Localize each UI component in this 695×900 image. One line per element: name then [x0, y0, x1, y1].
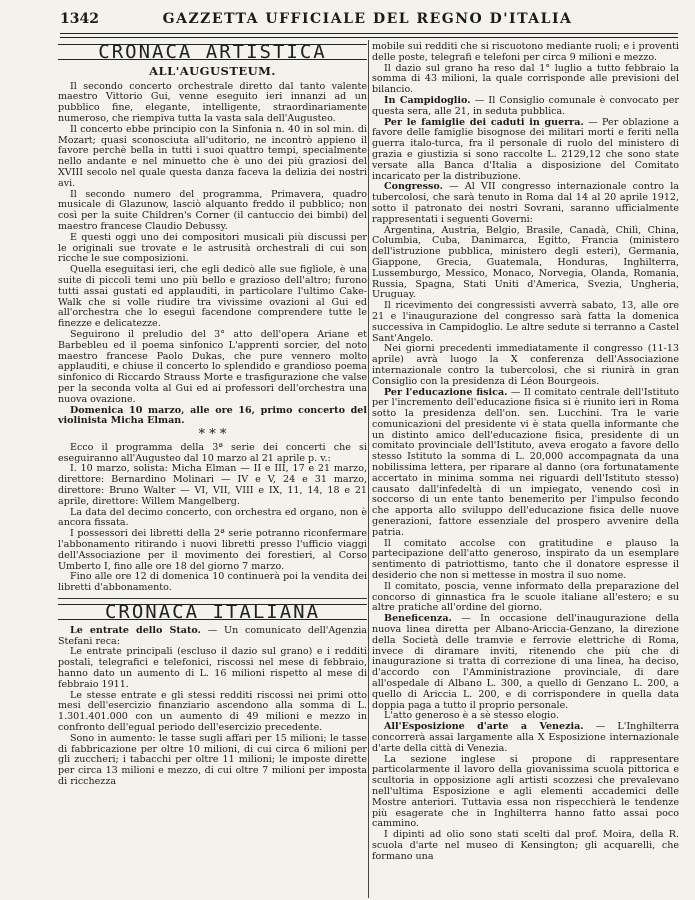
paragraph: Le entrate principali (escluso il dazio sul grano) e i redditi postali, telegrafici e telefonici, riscossi nel mese di febbraio, hanno dato un aumento di L. 16 milioni rispetto al mese di febbraio 1911.	[58, 646, 367, 690]
paragraph: Quella eseguitasi ieri, che egli dedicò alle sue figliole, è una suite di piccoli temi uno più bello e grazioso dell'altro; furono tutti assai gustati ed applauditi, in particolare l'ultimo Cake-Walk che si volle riudire tra vivissime ovazioni al Gui ed all'orchestra che lo eseguì facendone comprendere tutte le finezze e delicatezze.	[58, 264, 367, 330]
paragraph: Il concerto ebbe principio con la Sinfonia n. 40 in sol min. di Mozart; quasi sconosciuta all'uditorio, ne incontrò appieno il favore perchè bella in tutti i suoi quattro tempi, specialmente nello andante e nel minuetto che è uno dei più graziosi del XVIII secolo nel quale questa danza faceva la delizia dei nostri avi.	[58, 123, 367, 189]
paragraph: La sezione inglese si propone di rappresentare particolarmente il lavoro della giovanissima scuola pittorica e scultoria in opposizione agli artisti scozzesi che prevalevano nell'ultima Esposizione e agli elementi accademici delle Mostre anteriori. Tuttavia essa non rispecchierà le tendenze più esagerate che in Inghilterra hanno fatto assai poco cammino.	[372, 753, 679, 830]
article-lead-esposizione: All'Esposizione d'arte a Venezia.	[384, 721, 584, 733]
paragraph: Sono in aumento: le tasse sugli affari per 15 milioni; le tasse di fabbricazione per oltre 10 milioni, di cui circa 6 milioni per gli zuccheri; i tabacchi per oltre 11 milioni; le imposte dirette per circa 13 milioni e mezzo, di cui oltre 7 milioni per imposta di ricchezza	[58, 732, 367, 787]
article-lead-famiglie: Per le famiglie dei caduti in guerra.	[384, 116, 584, 128]
paragraph-announcement: Domenica 10 marzo, alle ore 16, primo concerto del violinista Micha Elman.	[58, 404, 367, 427]
article-lead-campidoglio: In Campidoglio.	[384, 94, 471, 106]
paragraph: I dipinti ad olio sono stati scelti dal prof. Moira, della R. scuola d'arte nel museo di Kensington; gli acquarelli, che formano una	[372, 829, 679, 862]
article-text: — In occasione dell'inaugurazione della nuova linea diretta per Albano-Ariccia-Genzano, la direzione della Società delle tramvie e ferrovie elettriche di Roma, invece di diramare inviti, ritenendo che più che di inaugurazione si tratta di correzione di una linea, ha deciso, d'accordo con l'Amministrazione provinciale, di dare all'ospedale di Albano L. 300, a quello di Genzano L. 200, a quello di Ariccia L. 200, e di corrispondere in quella data doppia paga a tutto il proprio personale.	[372, 613, 679, 711]
article-text: — L'Inghilterra concorrerà assai largamente alla X Esposizione internazionale d'arte della città di Venezia.	[372, 721, 679, 754]
article-lead-educazione: Per l'educazione fisica.	[384, 386, 508, 398]
page-header	[60, 8, 675, 32]
header-rule-thin	[60, 37, 678, 38]
paragraph: E questi oggi uno dei compositori musicali più discussi per le originali sue trovate e le astrusità orchestrali di cui son ricche le sue composizioni.	[58, 231, 367, 265]
paragraph: I possessori dei libretti della 2ª serie potranno riconfermare l'abbonamento ritirando i nuovi libretti presso l'ufficio viaggi dell'Associazione per il movimento dei forestieri, al Corso Umberto I, fino alle ore 18 del giorno 7 marzo.	[58, 528, 367, 572]
paragraph: Nei giorni precedenti immediatamente il congresso (11-13 aprile) avrà luogo la X conferenza dell'Associazione internazionale contro la tubercolosi, che si riunirà in gran Consiglio con la presidenza di Léon Bourgeois.	[372, 343, 679, 387]
paragraph: Seguirono il preludio del 3° atto dell'opera Ariane et Barbebleu ed il poema sinfonico L'apprenti sorcier, del noto maestro francese Paolo Dukas, che pure vennero molto applauditi, e chiuse il concerto lo splendido e grandioso poema sinfonico di Riccardo Strauss Morte e trasfigurazione che valse per la seconda volta al Gui ed ai professori dell'orchestra una nuova ovazione.	[58, 328, 367, 405]
paragraph: Il comitato, poscia, venne informato della preparazione del concorso di ginnastica fra le scuole italiane all'estero; e su altre pratiche all'ordine del giorno.	[372, 580, 679, 614]
paragraph: Le stesse entrate e gli stessi redditi riscossi nei primi otto mesi dell'esercizio finanziario ascendono alla somma di L. 1.301.401.000 con un aumento di 49 milioni e mezzo in confronto dell'egual periodo dell'esercizio precedente.	[58, 689, 367, 734]
section-title-cronaca-italiana: CRONACA ITALIANA	[58, 604, 367, 620]
article-text: — Il comitato centrale dell'Istituto per l'incremento dell'educazione fisica si è riunito ieri in Roma sotto la presidenza dell'on. sen. Lucchini. Tra le varie comunicazioni del presidente vi è stata quella informante che un distinto amico dell'educazione fisica, presidente di un comitato provinciale dell'Istituto, aveva erogato a favore dello stesso Istituto la somma di L. 20,000 accompagnata da una nobilissima lettera, per riparare al danno (ora fortunatamente accertato in minima somma nei riguardi dell'Istituto stesso) causato dall'infedeltà di un impiegato, venendo così in soccorso di un ente tanto benemerito per l'impulso fecondo che apporta allo sviluppo dell'educazione fisica delle nuove generazioni, fattore essenziale del prospero avvenire della patria.	[372, 386, 679, 538]
paragraph: Ecco il programma della 3ª serie dei concerti che si eseguiranno all'Augusteo dal 10 marzo al 21 aprile p. v.:	[58, 441, 367, 464]
article-text: — Al VII congresso internazionale contro la tubercolosi, che sarà tenuto in Roma dal 14 al 20 aprile 1912, sotto il patronato dei nostri Sovrani, saranno ufficialmente rappresentati i seguenti Governi:	[372, 181, 679, 225]
augusteum-heading: ALL'AUGUSTEUM.	[149, 63, 276, 78]
left-column	[58, 42, 367, 894]
article-lead-entrate: Le entrate dello Stato.	[70, 624, 201, 636]
paragraph-country-list: Argentina, Austria, Belgio, Brasile, Canadà, Chilì, China, Columbia, Cuba, Danimarca, Egitto, Francia (ministero dell'istruzione pubblica, ministero degli esteri), Germania, Giappone, Grecia, Guatemala, Honduras, Inghilterra, Lussemburgo, Messico, Monaco, Norvegia, Olanda, Romania, Russia, Spagna, Stati Uniti d'America, Svezia, Ungheria, Uruguay.	[372, 224, 679, 301]
paragraph: Il dazio sul grano ha reso dal 1° luglio a tutto febbraio la somma di 43 milioni, la quale corrisponde alle previsioni del bilancio.	[372, 62, 679, 96]
paragraph: Il secondo numero del programma, Primavera, quadro musicale di Glazunow, lasciò alquanto freddo il pubblico; non così per la suite Children's Corner (il cantuccio dei bimbi) del maestro francese Claudio Debussy.	[58, 188, 367, 232]
paragraph: Il comitato accolse con gratitudine e plauso la partecipazione dell'atto generoso, inspirato da un esemplare sentimento di patriottismo, tanto che il donatore espresse il desiderio che non si mettesse in mostra il suo nome.	[372, 537, 679, 582]
header-rule	[60, 33, 678, 34]
article-text: — Il Consiglio comunale è convocato per questa sera, alle 21, in seduta pubblica.	[372, 94, 679, 117]
page-number: 1342	[60, 11, 99, 27]
paragraph: L'atto generoso è a sè stesso elogio.	[384, 710, 559, 722]
right-column	[372, 42, 679, 894]
article-text: — Per oblazione a favore delle famiglie bisognose dei militari morti e feriti nella guerra italo-turca, fra il personale di ruolo del ministero di grazia e giustizia si sono raccolte L. 2129,12 che sono state versate alla Banca d'Italia a disposizione del Comitato incaricato per la distribuzione.	[372, 116, 679, 182]
section-separator	[58, 598, 367, 599]
newspaper-title: GAZZETTA UFFICIALE DEL REGNO D'ITALIA	[162, 11, 573, 27]
paragraph: Il secondo concerto orchestrale diretto dal tanto valente maestro Vittorio Gui, venne eseguito ieri innanzi ad un pubblico fine, elegante, intelligente, straordinariamente numeroso, che riempiva tutta la vasta sala dell'Augusteo.	[58, 80, 367, 124]
paragraph: I. 10 marzo, solista: Micha Elman — II e III, 17 e 21 marzo, direttore: Bernardino Molinari — IV e V, 24 e 31 marzo, direttore: Bruno Walter — VI, VII, VIII e IX, 11, 14, 18 e 21 aprile, direttore: Willem Mangelberg.	[58, 463, 367, 507]
column-divider	[368, 40, 369, 898]
article-intro: — Un comunicato dell'Agenzia Stefani reca:	[58, 624, 367, 647]
section-title-cronaca-artistica: CRONACA ARTISTICA	[58, 44, 367, 60]
paragraph: La data del decimo concerto, con orchestra ed organo, non è ancora fissata.	[58, 506, 367, 529]
article-lead-congresso: Congresso.	[384, 181, 443, 193]
paragraph: Il ricevimento dei congressisti avverrà sabato, 13, alle ore 21 e l'inaugurazione del congresso sarà fatta la domenica successiva in Campidoglio. Le altre sedute si terranno a Castel Sant'Angelo.	[372, 300, 679, 344]
paragraph: Fino alle ore 12 di domenica 10 continuerà poi la vendita dei libretti d'abbonamento.	[58, 571, 367, 594]
asterism-separator: * * *	[198, 427, 227, 443]
article-lead-beneficenza: Beneficenza.	[384, 613, 452, 625]
paragraph: mobile sui redditi che si riscuotono mediante ruoli; e i proventi delle poste, telegrafi e telefoni per circa 9 milioni e mezzo.	[372, 42, 679, 63]
